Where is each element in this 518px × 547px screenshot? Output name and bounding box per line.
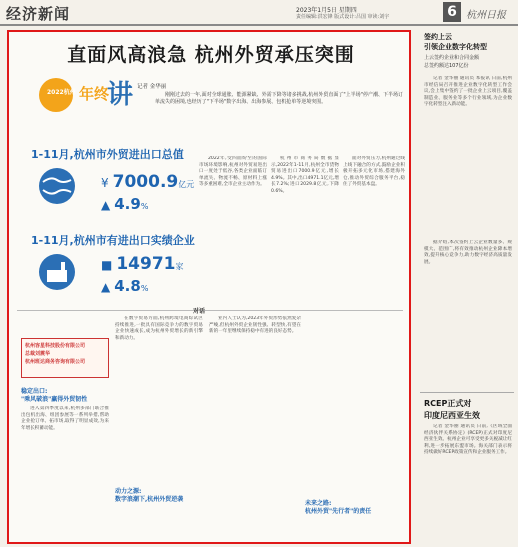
body-col-4: 进入第四季度以来,杭州多部门联合推出包机出海、组团参展等一系列举措,帮助企业抢订单、拓市场,取得了明显成效,为来年增长积蓄动能。 [21, 406, 109, 431]
stat1-unit: 亿元 [178, 180, 195, 189]
company-name-1: 杭州容星科技股份有限公司 [25, 343, 86, 349]
stat1-title: 1-11月,杭州市外贸进出口总值 [31, 148, 184, 161]
sidebar-headline-3: RCEP正式对 [424, 399, 472, 408]
stat2-value-row [101, 254, 184, 274]
body-col-3: 面对外贸压力,杭州通过线上线下融合的方式,鼓励企业积极开拓多元化市场,搭建海外仓,推动外贸综合服务平台,稳住了外贸基本盘。 [343, 156, 405, 188]
article-headline: 直面风高浪急 杭州外贸承压突围 [67, 44, 355, 66]
stat2-unit: 家 [175, 262, 184, 271]
badge-char: 讲 [107, 80, 134, 110]
subhead-2b: 数字浪潮下,杭州外贸逆袭 [115, 496, 184, 503]
sidebar-headline-1: 签约上云 [424, 33, 452, 41]
dialogue-divider [17, 310, 403, 311]
body-col-2: 杭州市商务局数据显示,2022年1-11月,杭州全市货物贸易进出口7000.9亿元,增长4.9%。其中,出口4971.1亿元,增长7.2%;进口2029.8亿元,下降0.6%。 [271, 156, 339, 194]
body-col-5: 在数字贸易方面,杭州跨境电商综试区持续推进,一批具有国际竞争力的数字贸易企业快速成长,成为杭州外贸增长的新引擎和新动力。 [115, 316, 203, 341]
editor-credits: 责任编辑:洪宏锋 版式设计:吕国 审读:刘宇 [296, 14, 390, 20]
stat2-pct-unit: % [140, 284, 149, 293]
stat2-value: 14971 [116, 254, 176, 274]
company-person: 总裁刘震华 [25, 351, 51, 357]
subhead-2a: 动力之源: [115, 488, 142, 495]
masthead [0, 0, 518, 26]
stat1-pct-unit: % [140, 202, 149, 211]
feature-article [7, 30, 411, 544]
stat1-value-row [101, 172, 194, 192]
body-col-6: 业内人士认为,2023年外贸形势依然复杂严峻,但杭州外贸企业韧性强、转型快,有望在新的一年里继续保持稳中有进的良好态势。 [209, 316, 301, 335]
article-intro: 刚刚过去的一年,面对全球通胀、能源紧缺、外需下降等诸多挑战,杭州外贸直面了"上半场"停产潮、下半场订单流失的困境,也经历了"下半场"数字出海、出海参展、包机抢单等逆境突围。 [155, 92, 403, 106]
stat1-pct-row [101, 194, 148, 213]
dialogue-label: 对话 [193, 308, 206, 315]
sidebar-subtitle-1: 上云签约企业和合同金额 [424, 55, 480, 61]
sidebar-text-3: 记者 金华丽 通讯员 日前,《区域全面经济伙伴关系协定》(RCEP)正式对印度尼西亚生效。杭州企业可享受更多关税减让红利,进一步拓展东盟市场。海关部门表示将持续做好RCEP政策宣传和企业服务工作。 [424, 424, 512, 456]
article-byline: 记者 金华丽 [137, 84, 167, 90]
subhead-3a: 未来之路: [305, 500, 332, 507]
stat1-pct: 4.9 [114, 195, 141, 213]
building-icon: ■ [101, 258, 113, 272]
badge-line2: 年终 [79, 85, 110, 103]
up-arrow-icon: ▲ [101, 198, 111, 212]
section-title: 经济新闻 [6, 5, 71, 23]
stat1-value: 7000.9 [112, 172, 179, 192]
newspaper-logo: 杭州日报 [466, 10, 506, 21]
sidebar-rule [420, 392, 514, 393]
stat2-title: 1-11月,杭州市有进出口实绩企业 [31, 234, 195, 247]
sidebar-text-1: 记者 金华丽 通讯员 本报讯 日前,杭州市经信局召开推进企业数字化转型工作会议,会上集中签约了一批企业上云项目,覆盖制造业、服务业等多个行业领域,为企业数字化转型注入新动能。 [424, 76, 512, 108]
subhead-1a: 稳定出口: [21, 388, 48, 395]
body-col-1: 2022年,受四面纷至的国际市场环境影响,杭州对外贸易进出口一度处于低谷,各类企业面临订单流失、物流不畅、原材料上涨等多重困难,全市企业主动作为。 [199, 156, 267, 188]
subhead-1b: "乘风破浪"赢得外贸韧性 [21, 396, 88, 403]
sidebar-headline-4: 印度尼西亚生效 [424, 411, 480, 420]
sidebar-subtitle-2: 总签约额达107亿份 [424, 63, 469, 69]
factory-icon [37, 252, 77, 292]
trade-globe-icon [37, 166, 77, 206]
stat2-pct: 4.8 [114, 277, 141, 295]
year-end-badge [37, 78, 134, 112]
company-box [21, 338, 109, 378]
yen-icon: ¥ [101, 176, 109, 190]
page-number: 6 [443, 2, 461, 22]
sidebar-text-2: 据介绍,本次签约上云企业数量多、规模大、范围广,将有效推动杭州企业降本增效,提升核心竞争力,助力数字经济高质量发展。 [424, 240, 512, 265]
issue-date: 2023年1月5日 星期四 [296, 7, 357, 14]
stat2-pct-row [101, 276, 148, 295]
subhead-3b: 杭州外贸"先行者"的责任 [305, 508, 372, 515]
sidebar-headline-2: 引领企业数字化转型 [424, 43, 487, 51]
masthead-rule [0, 24, 518, 26]
up-arrow-icon: ▲ [101, 280, 111, 294]
badge-line1: 2022杭州 [47, 89, 76, 96]
company-name-2: 杭州班达商务咨询有限公司 [25, 359, 86, 365]
